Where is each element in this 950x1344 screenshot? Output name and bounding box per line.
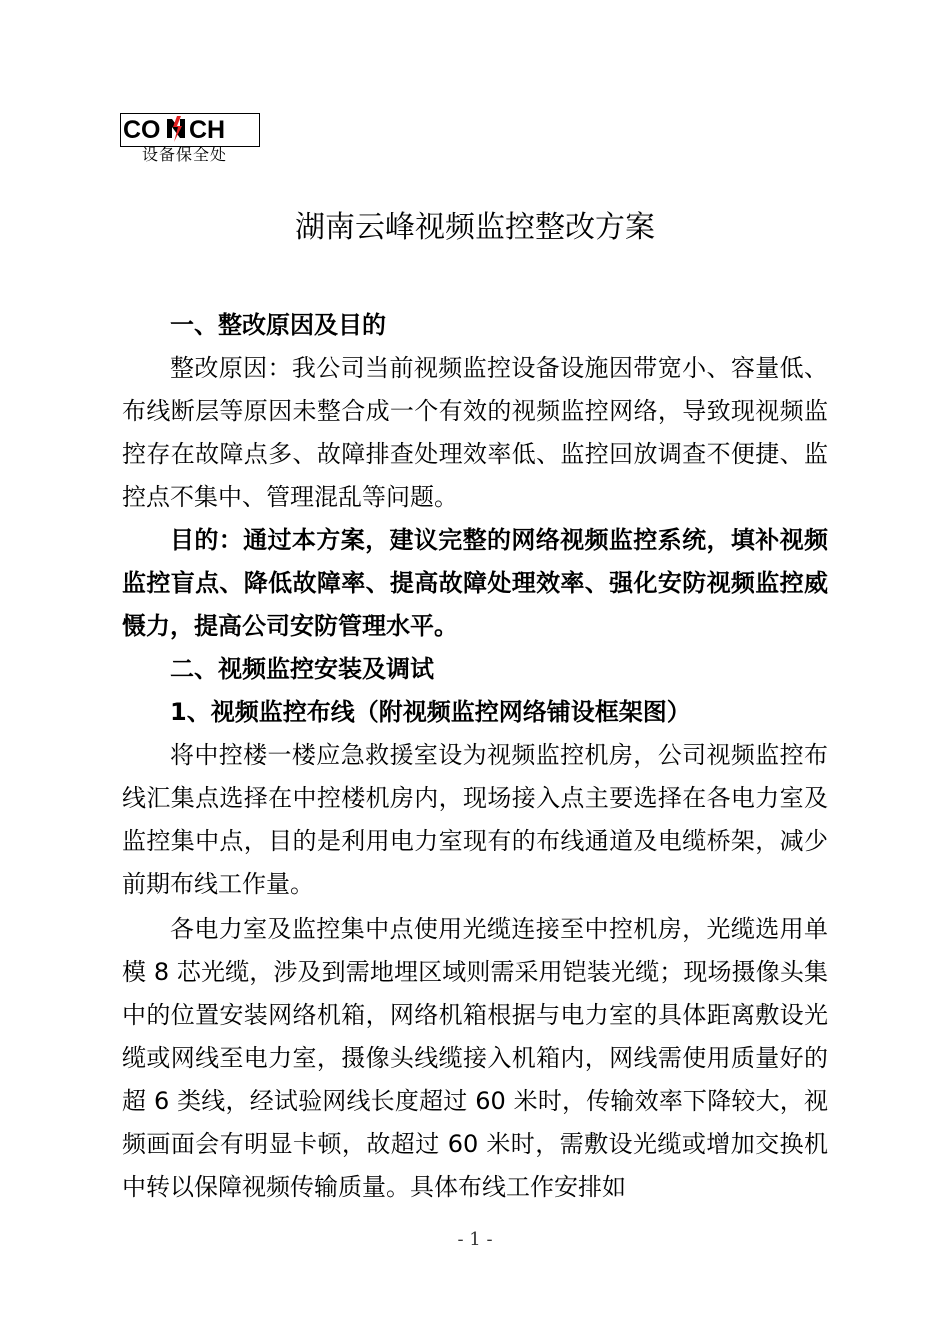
paragraph-purpose: 目的：通过本方案，建议完整的网络视频监控系统，填补视频监控盲点、降低故障率、提高故障处理效率、强化安防视频监控威慑力，提高公司安防管理水平。 [122,526,828,640]
section-heading: 一、整改原因及目的 [170,311,386,339]
paragraph-reason: 整改原因：我公司当前视频监控设备设施因带宽小、容量低、布线断层等原因未整合成一个有效的视频监控网络，导致现视频监控存在故障点多、故障排查处理效率低、监控回放调查不便捷、监控点不集中、管理混乱等问题。 [122,354,828,511]
page-number: - 1 - [457,1229,493,1250]
svg-text:CO: CO [123,116,161,144]
section-heading: 二、视频监控安装及调试 [170,655,434,683]
paragraph-room: 将中控楼一楼应急救援室设为视频监控机房，公司视频监控布线汇集点选择在中控楼机房内，现场接入点主要选择在各电力室及监控集中点，目的是利用电力室现有的布线通道及电缆桥架，减少前期布线工作量。 [122,741,828,898]
header [120,113,260,164]
subsection-heading: 1、视频监控布线（附视频监控网络铺设框架图） [170,698,691,726]
document-title: 湖南云峰视频监控整改方案 [295,210,655,245]
paragraph-cable: 各电力室及监控集中点使用光缆连接至中控机房，光缆选用单模 8 芯光缆，涉及到需地埋区域则需采用铠装光缆；现场摄像头集中的位置安装网络机箱，网络机箱根据与电力室的具体距离敷设光缆或网线至电力室，摄像头线缆接入机箱内，网线需使用质量好的超 6 类线，经试验网线长度超过 60 米时，传输效率下降较大，视频画面会有明显卡顿，故超过 60 米时，需敷设光缆或增加交换机中转以保障视频传输质量。具体布线工作安排如 [122,915,828,1201]
document-body [122,304,828,1209]
department-label: 设备保全处 [142,145,228,164]
svg-text:CH: CH [189,116,226,144]
conch-logo [120,113,260,147]
